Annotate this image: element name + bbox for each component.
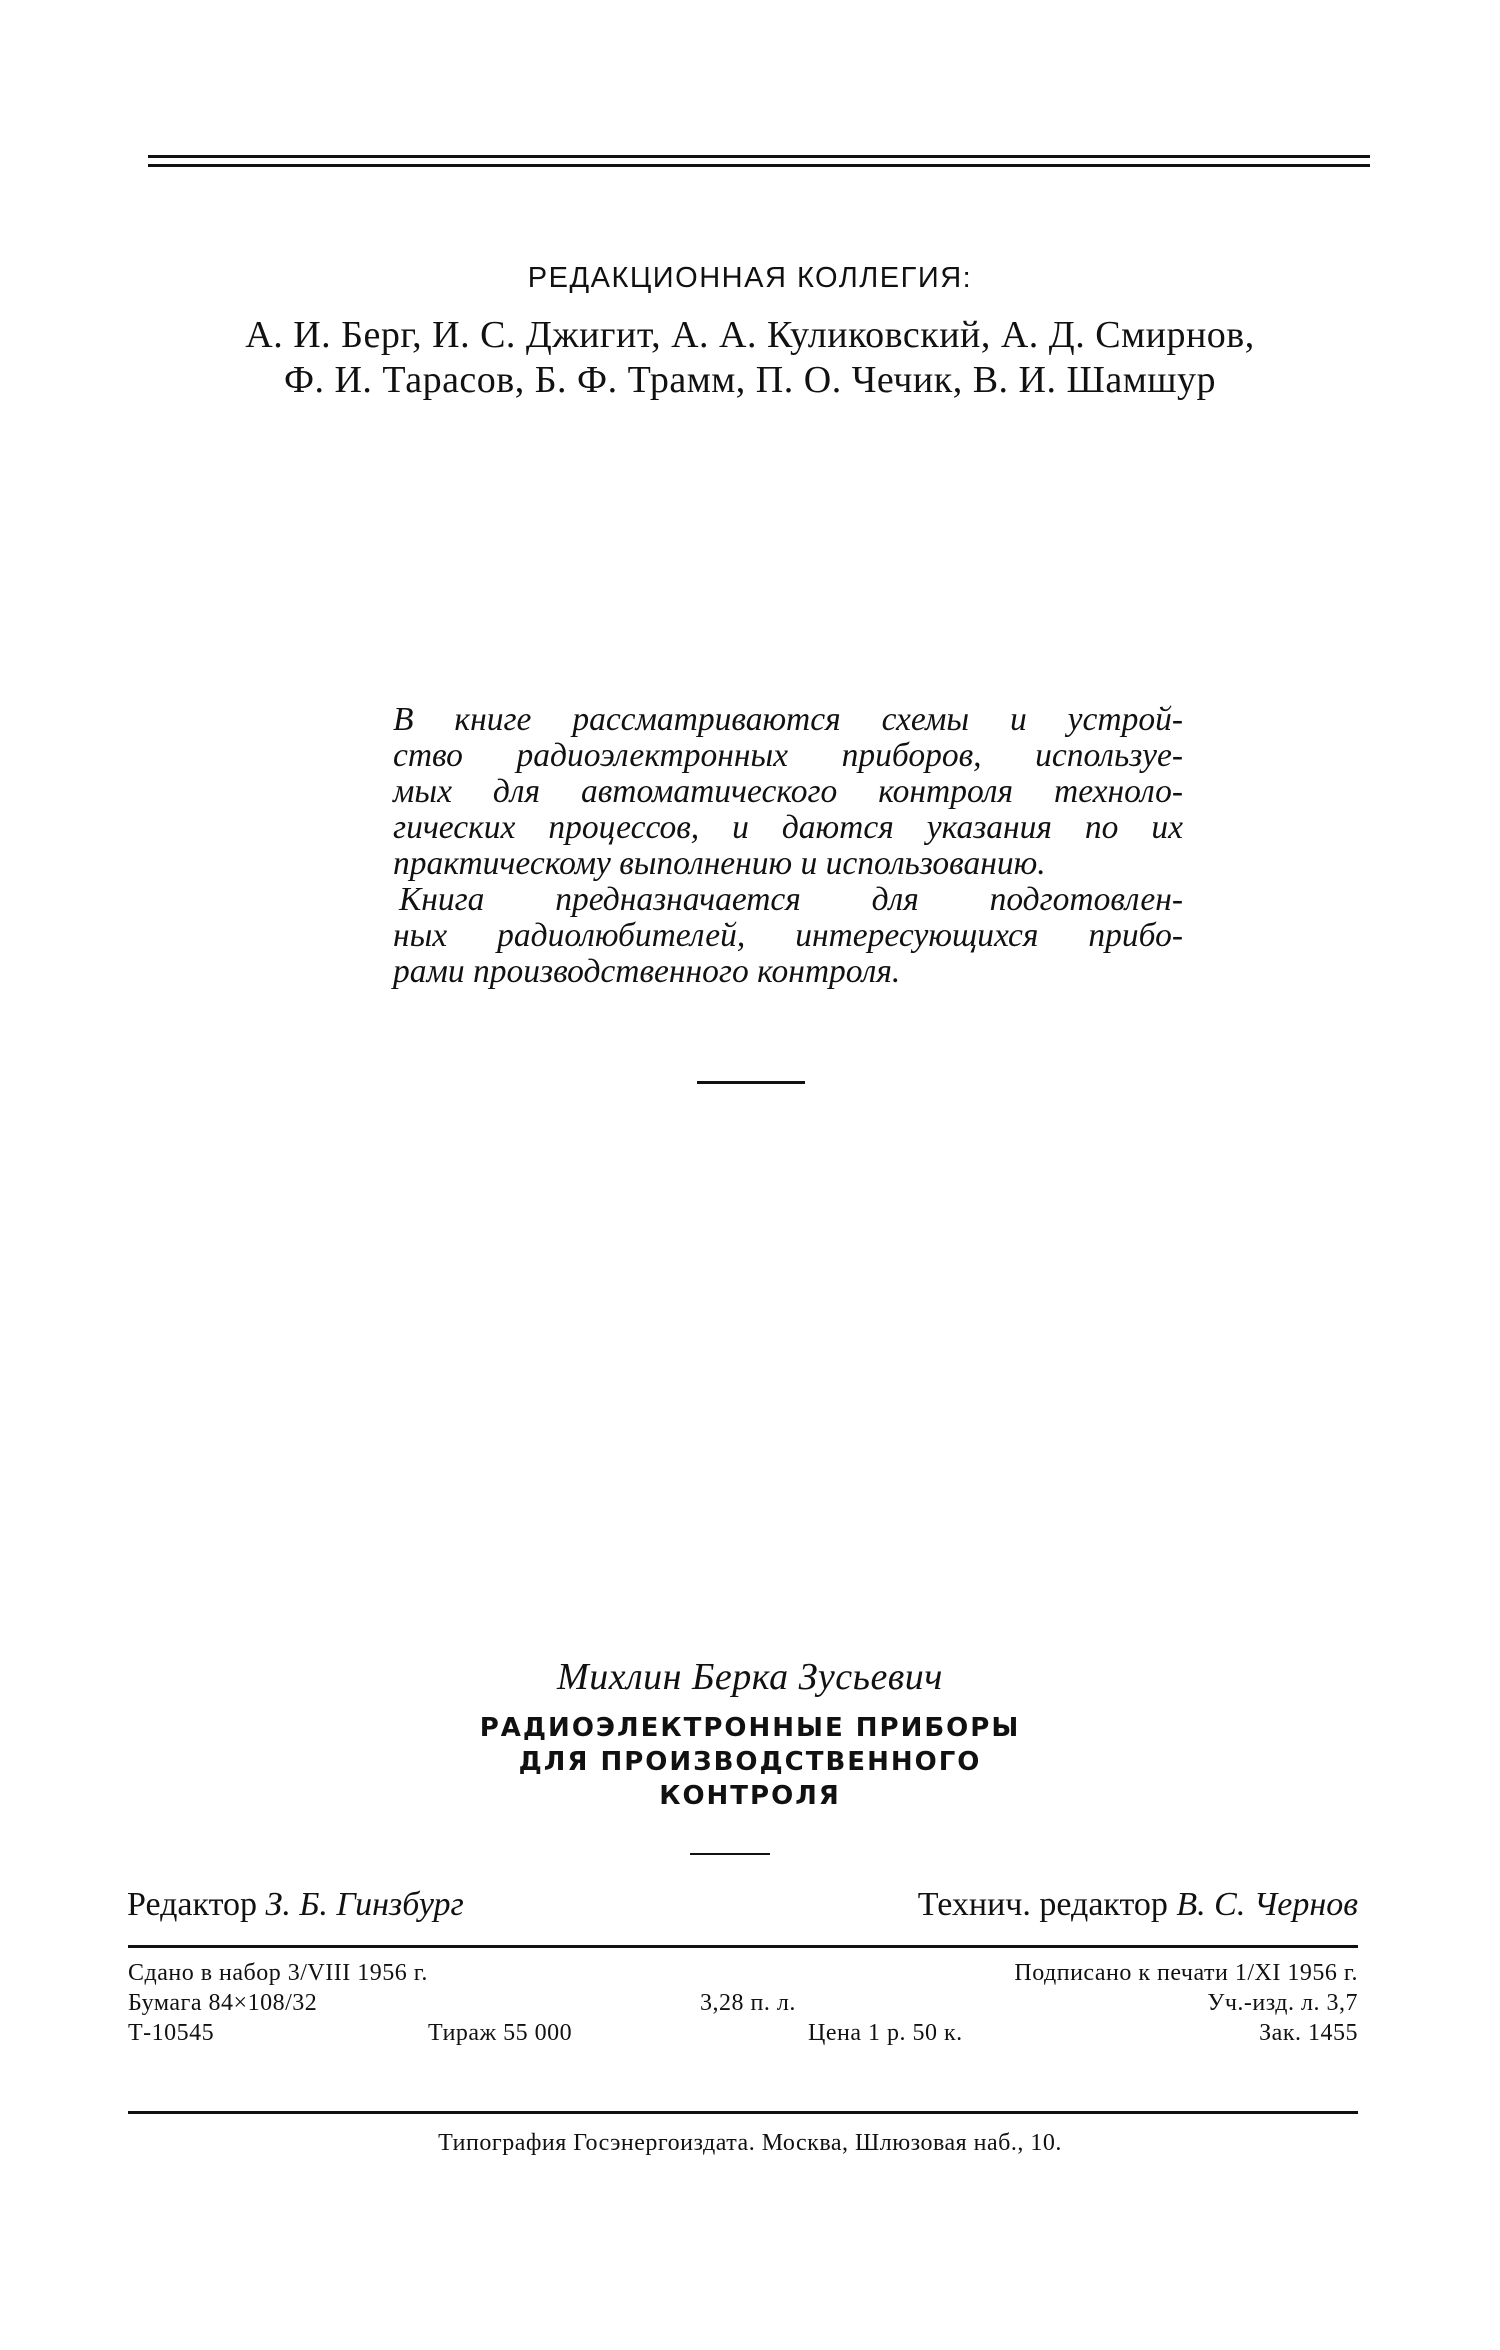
tech-editor-name: В. С. Чернов <box>1176 1886 1358 1923</box>
abstract-line: ство радиоэлектронных приборов, используе- <box>393 737 1183 774</box>
abstract-line: рами производственного контроля. <box>393 953 901 990</box>
imprint-rule-top <box>128 1945 1358 1948</box>
book-title <box>0 1711 1500 1813</box>
imprint-price: Цена 1 р. 50 к. <box>808 2020 963 2046</box>
tech-editor-credit <box>918 1886 1358 1924</box>
abstract-line: практическому выполнению и использованию. <box>393 845 1046 882</box>
separator-rule <box>697 1081 805 1084</box>
editorial-board-members-2: Ф. И. Тарасов, Б. Ф. Трамм, П. О. Чечик, В. И. Шамшур <box>283 359 1217 401</box>
editorial-board-title: РЕДАКЦИОННАЯ КОЛЛЕГИЯ: <box>527 262 973 294</box>
tech-editor-label: Технич. редактор <box>917 1886 1168 1923</box>
editorial-board-members-1: А. И. Берг, И. С. Джигит, А. А. Куликовский, А. Д. Смирнов, <box>245 314 1255 356</box>
book-title-line: ДЛЯ ПРОИЗВОДСТВЕННОГО <box>518 1747 982 1777</box>
imprint-code: Т-10545 <box>128 2020 215 2046</box>
editor-credit <box>127 1886 464 1924</box>
book-author: Михлин Берка Зусьевич <box>557 1656 943 1698</box>
title-separator-rule <box>690 1853 770 1855</box>
imprint-sheets: 3,28 п. л. <box>700 1990 796 2016</box>
header-rule-top <box>148 155 1370 158</box>
imprint-order: Зак. 1455 <box>1259 2020 1358 2046</box>
printer-line: Типография Госэнергоиздата. Москва, Шлюзовая наб., 10. <box>438 2130 1062 2156</box>
editor-label: Редактор <box>127 1886 257 1923</box>
abstract-line: ных радиолюбителей, интересующихся прибо- <box>393 917 1183 954</box>
abstract-line: В книге рассматриваются схемы и устрой- <box>393 701 1183 738</box>
abstract-line: Книга предназначается для подготовлен- <box>399 881 1183 918</box>
imprint-signed: Подписано к печати 1/XI 1956 г. <box>1014 1960 1358 1986</box>
header-rule-bottom <box>148 164 1370 167</box>
imprint-edition-sheets: Уч.-изд. л. 3,7 <box>1207 1990 1358 2016</box>
book-abstract <box>393 702 1183 990</box>
imprint-paper: Бумага 84×108/32 <box>128 1990 318 2016</box>
book-title-line: КОНТРОЛЯ <box>659 1781 841 1811</box>
imprint-rule-bottom <box>128 2111 1358 2114</box>
abstract-line: гических процессов, и даются указания по их <box>393 809 1183 846</box>
abstract-line: мых для автоматического контроля техноло- <box>393 773 1183 810</box>
editor-name: З. Б. Гинзбург <box>265 1886 464 1923</box>
imprint-submitted: Сдано в набор 3/VIII 1956 г. <box>128 1960 428 1986</box>
imprint-circulation: Тираж 55 000 <box>428 2020 573 2046</box>
book-title-line: РАДИОЭЛЕКТРОННЫЕ ПРИБОРЫ <box>479 1713 1021 1743</box>
